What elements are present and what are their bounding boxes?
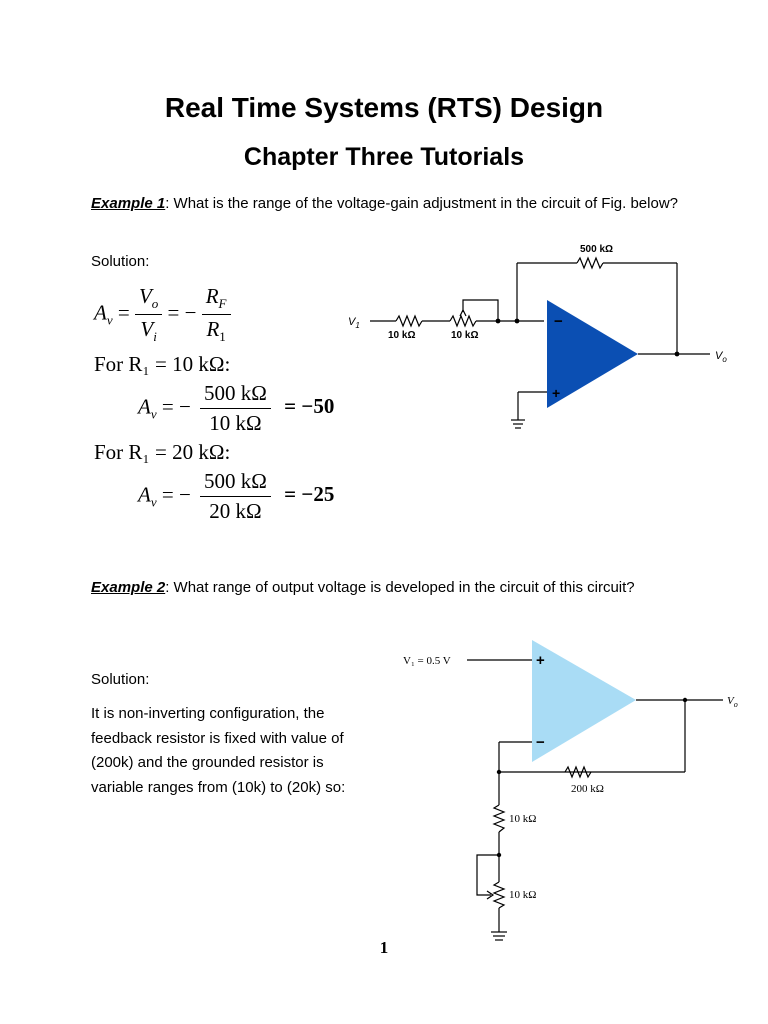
case2-den: 20 kΩ xyxy=(209,499,262,523)
r2-10k-label: 10 kΩ xyxy=(509,889,537,901)
r2-label: 10 kΩ xyxy=(451,330,479,341)
eq-frac1: $\frac{V_o}{V_i}$ xyxy=(135,284,162,345)
r2-10k-potentiometer xyxy=(494,882,504,908)
rf-label: 500 kΩ xyxy=(580,244,614,255)
example2-question-block xyxy=(91,576,651,600)
case2-text: For R₁ = 20 kΩ: xyxy=(94,440,231,464)
vout-label: $V_o$ xyxy=(715,350,727,364)
r1-resistor xyxy=(396,316,422,326)
noninverting-amp-circuit xyxy=(395,630,755,950)
chapter-subtitle: Chapter Three Tutorials xyxy=(243,143,525,171)
opamp2-triangle xyxy=(532,640,636,762)
case1-num: 500 kΩ xyxy=(200,381,271,409)
inverting-amp-circuit xyxy=(340,230,740,440)
r2-potentiometer xyxy=(450,316,476,326)
r1-10k-label: 10 kΩ xyxy=(509,813,537,825)
case2-num: 500 kΩ xyxy=(200,469,271,497)
page-title: Real Time Systems (RTS) Design xyxy=(164,92,604,123)
vo-label: $V_o$ xyxy=(727,695,738,709)
example2-solution-label: Solution: xyxy=(91,671,150,688)
v1-label: V₁ = 0.5 V xyxy=(403,655,451,667)
rf-200k-label: 200 kΩ xyxy=(571,783,604,795)
example2-question: : What range of output voltage is developed in the circuit of this circuit? xyxy=(165,579,635,596)
case2-equation: $A_v$ = − $\frac{500 k\Omega}{20 k\Omega}$ = −25 xyxy=(138,469,335,523)
r1-10k-resistor xyxy=(494,805,504,832)
opamp1-minus: − xyxy=(554,313,563,330)
rf-resistor xyxy=(577,258,603,268)
case2-result: = −25 xyxy=(284,482,335,507)
example2-label: Example 2 xyxy=(91,579,166,596)
example1-question-block xyxy=(91,192,681,216)
eq-av-sub: v xyxy=(106,312,113,328)
case1-equation: $A_v$ = − $\frac{500 k\Omega}{10 k\Omega}$ = −50 xyxy=(138,381,335,435)
opamp2-minus: − xyxy=(536,734,545,751)
example1-question: : What is the range of the voltage-gain adjustment in the circuit of Fig. below? xyxy=(165,195,678,212)
case1-text: For R₁ = 10 kΩ: xyxy=(94,352,231,376)
case1-result: = −50 xyxy=(284,394,335,419)
opamp1-plus: + xyxy=(552,385,561,401)
page-number: 1 xyxy=(379,938,389,957)
example1-solution-label: Solution: xyxy=(91,253,150,270)
example1-label: Example 1 xyxy=(91,195,166,212)
vin-label: $V_1$ xyxy=(348,316,360,330)
eq-av: A xyxy=(94,300,107,325)
gain-equation: $A_v$ = $\frac{V_o}{V_i}$ = − $\frac{R_F}{R_1}$ xyxy=(94,284,231,345)
eq-frac2: $\frac{R_F}{R_1}$ xyxy=(202,284,231,345)
example2-explanation: It is non-inverting configuration, the feedback resistor is fixed with value of (200k) and the grounded resistor is variable ranges from (10k) to (20k) so: xyxy=(91,705,346,796)
case1-den: 10 kΩ xyxy=(209,411,262,435)
opamp2-plus: + xyxy=(536,652,545,669)
r1-label: 10 kΩ xyxy=(388,330,416,341)
